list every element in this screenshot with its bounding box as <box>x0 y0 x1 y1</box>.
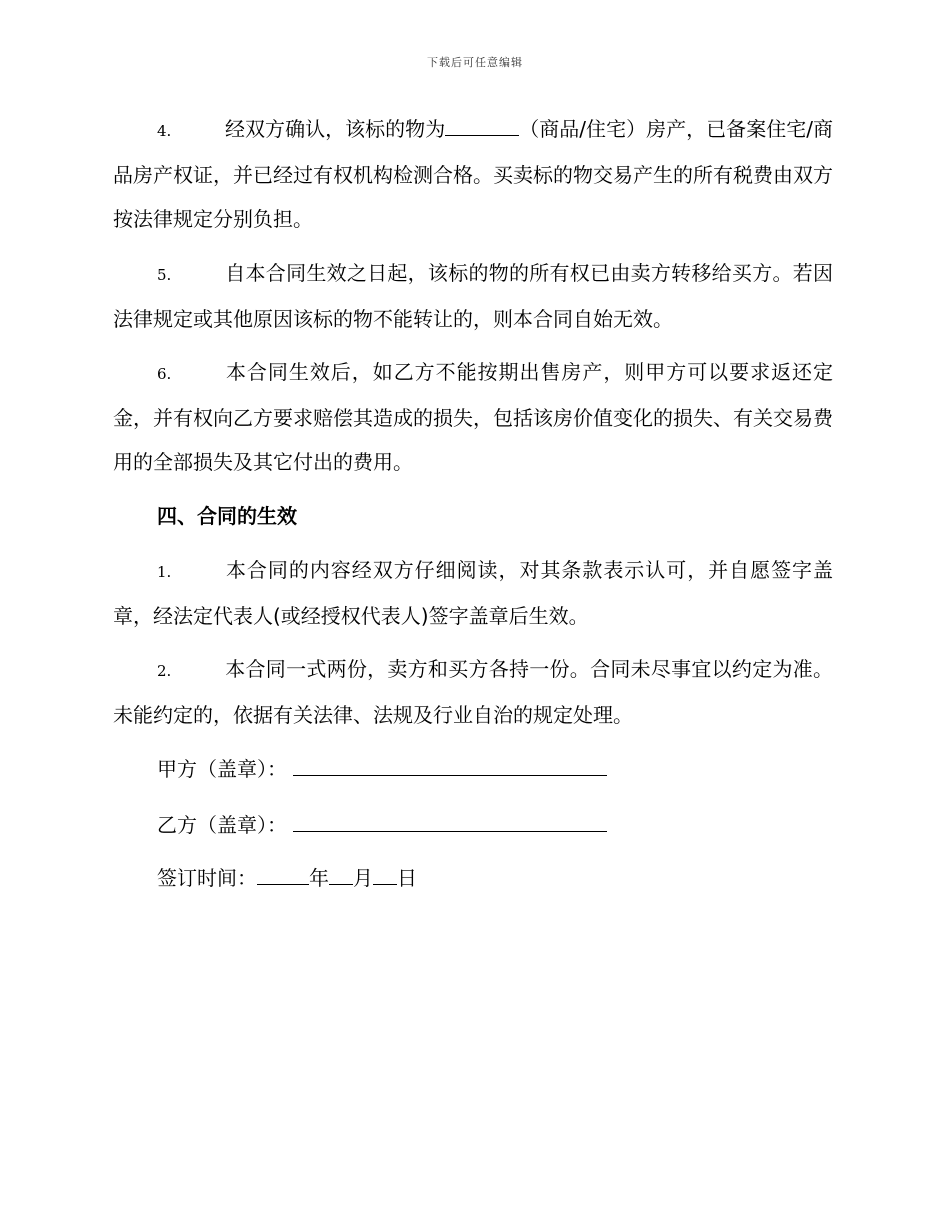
clause-text: 自本合同生效之日起，该标的物的所有权已由卖方转移给买方。若因法律规定或其他原因该标的物不能转让的，则本合同自始无效。 <box>113 261 833 331</box>
clause-text: 本合同生效后，如乙方不能按期出售房产，则甲方可以要求返还定金，并有权向乙方要求赔偿其造成的损失，包括该房价值变化的损失、有关交易费用的全部损失及其它付出的费用。 <box>113 360 833 474</box>
party-a-label: 甲方（盖章）： <box>157 757 287 781</box>
signing-date-line <box>157 856 417 900</box>
clause-6 <box>113 350 833 484</box>
fill-blank <box>445 117 519 136</box>
clause-number: 6. <box>157 365 172 383</box>
day-unit: 日 <box>397 866 417 890</box>
section-heading: 四、合同的生效 <box>157 504 297 528</box>
page-header: 下载后可任意编辑 <box>427 56 523 69</box>
clause-text-after-blank: （商品/住宅）房产，已备案住宅/商品房产权证，并已经过有权机构检测合格。买卖标的物交易产生的所有税费由双方按法律规定分别负担。 <box>113 117 833 231</box>
date-label: 签订时间： <box>157 866 257 890</box>
clause-number: 4. <box>157 122 172 140</box>
day-blank <box>373 866 397 885</box>
year-unit: 年 <box>309 866 329 890</box>
month-blank <box>329 866 353 885</box>
clause-text: 本合同一式两份，卖方和买方各持一份。合同未尽事宜以约定为准。未能约定的，依据有关法律、法规及行业自治的规定处理。 <box>113 657 833 727</box>
clause-number: 5. <box>157 266 172 284</box>
clause-text: 本合同的内容经双方仔细阅读，对其条款表示认可，并自愿签字盖章，经法定代表人(或经授权代表人)签字盖章后生效。 <box>113 558 833 628</box>
clause-4 <box>113 107 833 241</box>
party-b-blank <box>293 813 607 832</box>
party-b-signature-line <box>157 803 607 847</box>
party-a-blank <box>293 757 607 776</box>
party-b-label: 乙方（盖章）： <box>157 813 287 837</box>
effect-clause-2 <box>113 647 833 737</box>
party-a-signature-line <box>157 747 607 791</box>
clause-5 <box>113 251 833 341</box>
clause-number: 1. <box>157 563 172 581</box>
clause-text-before-blank: 经双方确认，该标的物为 <box>225 117 446 141</box>
clause-number: 2. <box>157 662 172 680</box>
year-blank <box>257 866 309 885</box>
effect-clause-1 <box>113 548 833 638</box>
month-unit: 月 <box>353 866 373 890</box>
